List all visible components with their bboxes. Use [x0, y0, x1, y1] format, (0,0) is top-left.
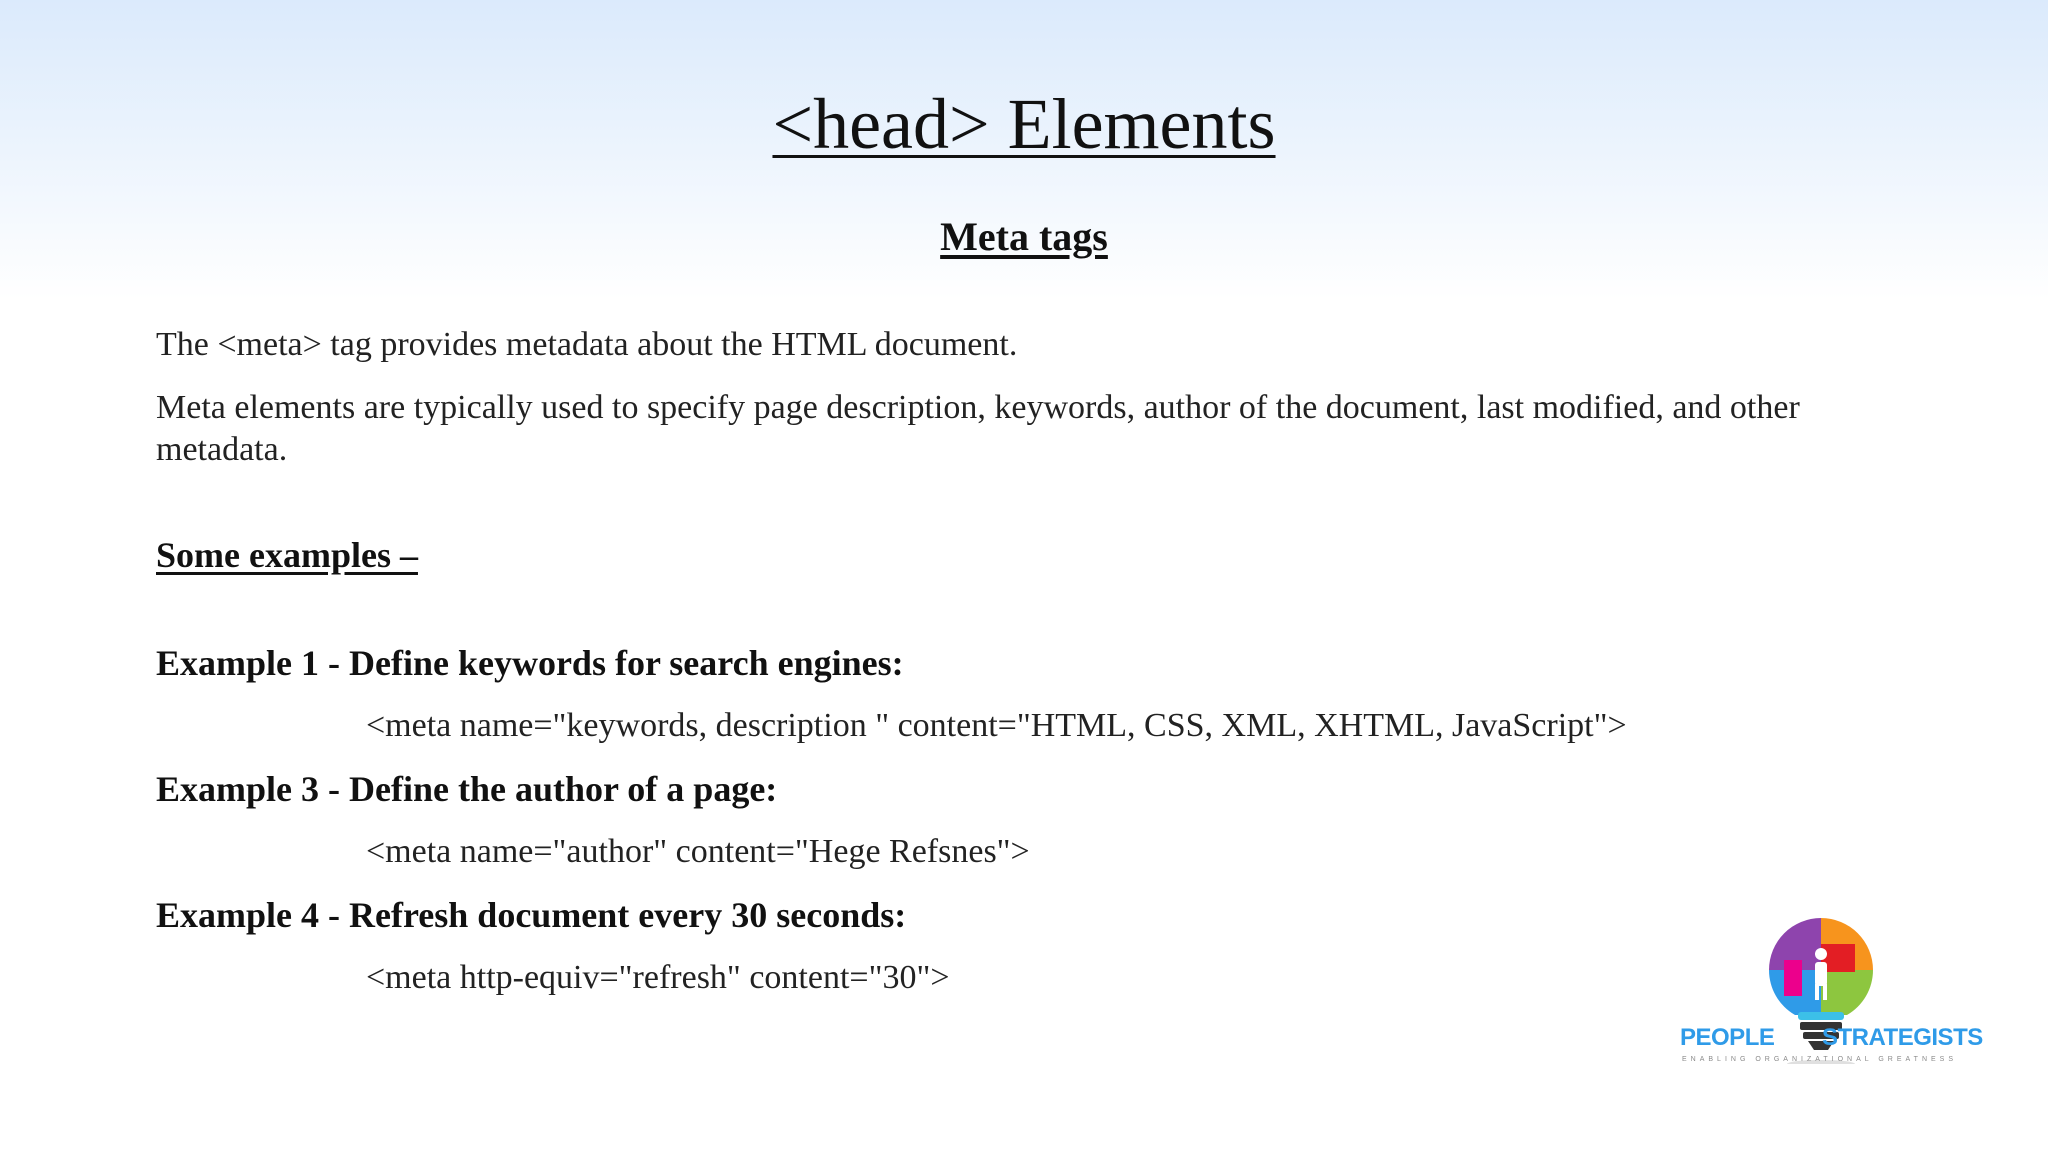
examples-heading: Some examples –	[156, 535, 418, 575]
example-heading: Example 4 - Refresh document every 30 seconds:	[156, 895, 907, 935]
logo-tagline: ENABLING ORGANIZATIONAL GREATNESS	[1682, 1056, 1958, 1063]
slide-subtitle: Meta tags	[940, 214, 1108, 259]
example-heading: Example 3 - Define the author of a page:	[156, 769, 778, 809]
logo-word-people: PEOPLE	[1680, 1024, 1775, 1051]
example-code: <meta name="keywords, description " content="HTML, CSS, XML, XHTML, JavaScript">	[366, 707, 1627, 744]
logo-wordmark	[1680, 1024, 2010, 1052]
example-code: <meta name="author" content="Hege Refsnes">	[366, 833, 1030, 870]
intro-paragraph: The <meta> tag provides metadata about the HTML document.	[156, 326, 1018, 363]
example-code: <meta http-equiv="refresh" content="30">	[366, 959, 950, 996]
description-paragraph: Meta elements are typically used to specify page description, keywords, author of the document, last modified, and other metadata.	[156, 389, 1800, 468]
slide-title: <head> Elements	[772, 84, 1276, 164]
example-heading: Example 1 - Define keywords for search engines:	[156, 643, 904, 683]
people-strategists-logo	[1668, 904, 2008, 1094]
logo-word-strategists: STRATEGISTS	[1822, 1024, 1983, 1051]
